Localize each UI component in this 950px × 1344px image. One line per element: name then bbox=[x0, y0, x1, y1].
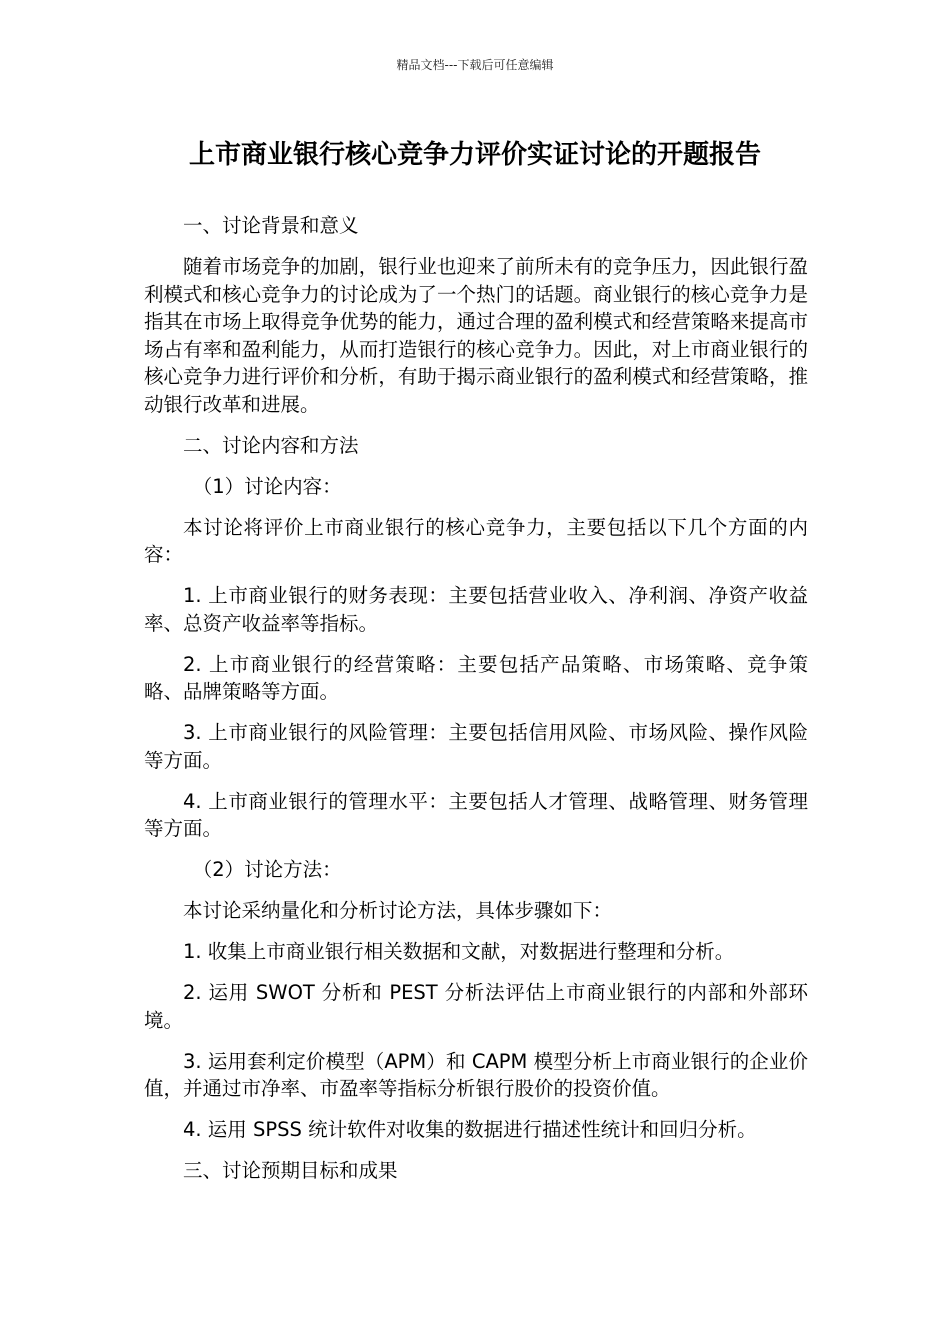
subheading-content: （1）讨论内容： bbox=[192, 474, 342, 498]
list-item-content-1: 1. 上市商业银行的财务表现：主要包括营业收入、净利润、净资产收益率、总资产收益率等指标。 bbox=[144, 584, 808, 635]
list-item-method-3: 3. 运用套利定价模型（APM）和 CAPM 模型分析上市商业银行的企业价值，并通过市净率、市盈率等指标分析银行股价的投资价值。 bbox=[144, 1049, 808, 1100]
paragraph-background: 随着市场竞争的加剧，银行业也迎来了前所未有的竞争压力，因此银行盈利模式和核心竞争力的讨论成为了一个热门的话题。商业银行的核心竞争力是指其在市场上取得竞争优势的能力，通过合理的盈利模式和经营策略来提高市场占有率和盈利能力，从而打造银行的核心竞争力。因此，对上市商业银行的核心竞争力进行评价和分析，有助于揭示商业银行的盈利模式和经营策略，推动银行改革和进展。 bbox=[144, 255, 808, 416]
list-item-content-4: 4. 上市商业银行的管理水平：主要包括人才管理、战略管理、财务管理等方面。 bbox=[144, 789, 808, 840]
paragraph-content-intro: 本讨论将评价上市商业银行的核心竞争力，主要包括以下几个方面的内容： bbox=[144, 515, 808, 566]
paragraph-method-intro: 本讨论采纳量化和分析讨论方法，具体步骤如下： bbox=[183, 899, 613, 922]
section-heading-goals: 三、讨论预期目标和成果 bbox=[183, 1159, 398, 1182]
section-heading-background: 一、讨论背景和意义 bbox=[183, 214, 359, 237]
page-title: 上市商业银行核心竞争力评价实证讨论的开题报告 bbox=[188, 140, 761, 170]
list-item-method-4: 4. 运用 SPSS 统计软件对收集的数据进行描述性统计和回归分析。 bbox=[183, 1118, 757, 1141]
list-item-method-1: 1. 收集上市商业银行相关数据和文献，对数据进行整理和分析。 bbox=[183, 940, 735, 963]
subheading-method: （2）讨论方法： bbox=[192, 858, 342, 881]
list-item-content-3: 3. 上市商业银行的风险管理：主要包括信用风险、市场风险、操作风险等方面。 bbox=[144, 721, 808, 772]
section-heading-content-method: 二、讨论内容和方法 bbox=[183, 433, 359, 457]
document-body bbox=[144, 212, 808, 1198]
list-item-method-2: 2. 运用 SWOT 分析和 PEST 分析法评估上市商业银行的内部和外部环境。 bbox=[144, 981, 808, 1032]
list-item-content-2: 2. 上市商业银行的经营策略：主要包括产品策略、市场策略、竞争策略、品牌策略等方面。 bbox=[144, 652, 808, 703]
header-note: 精品文档---下载后可任意编辑 bbox=[396, 58, 554, 72]
